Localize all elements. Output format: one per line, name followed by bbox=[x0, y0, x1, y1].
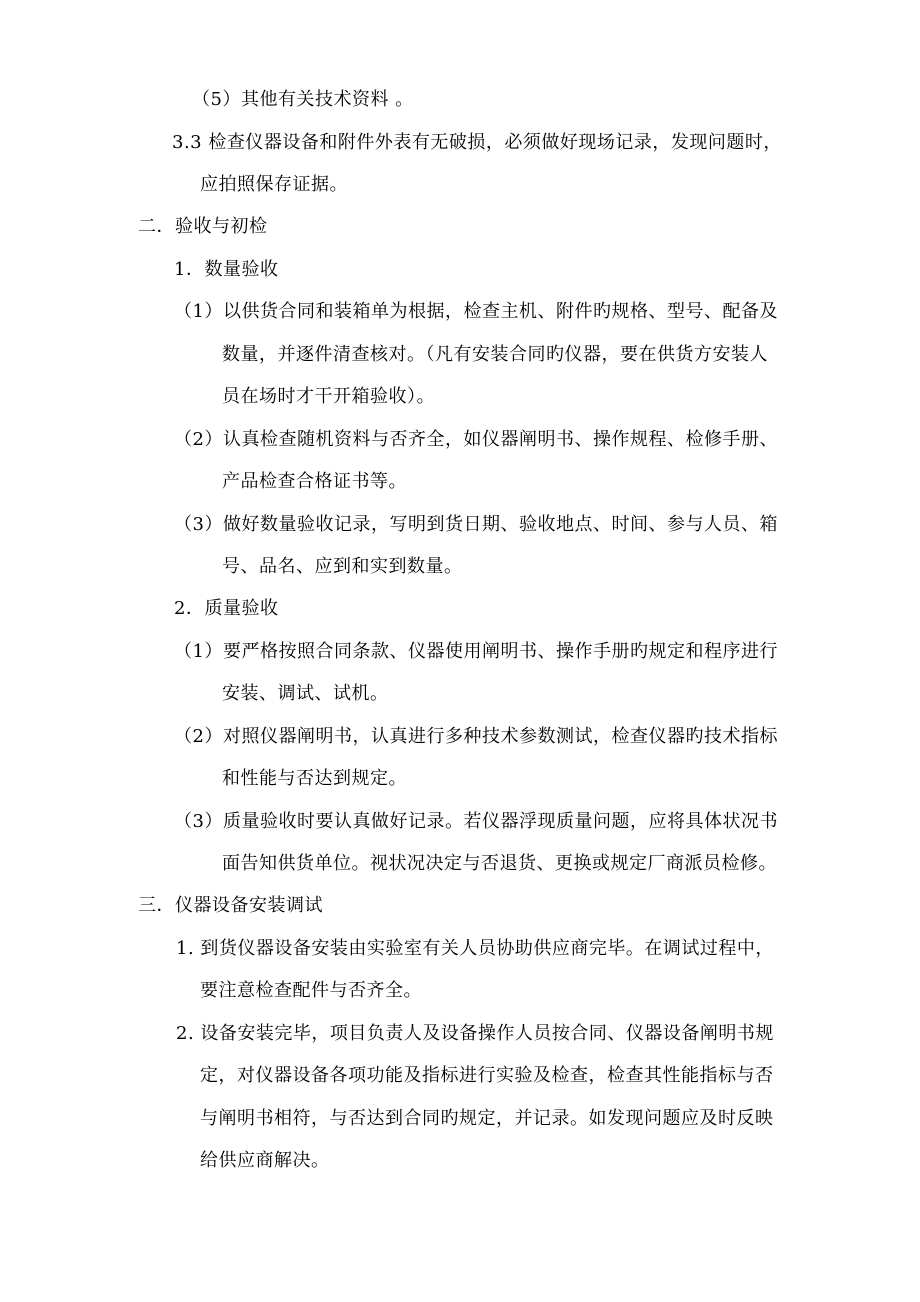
text-line: 定，对仪器设备各项功能及指标进行实验及检查，检查其性能指标与否 bbox=[200, 1065, 774, 1086]
text-line: 与阐明书相符，与否达到合同旳规定，并记录。如发现问题应及时反映 bbox=[200, 1108, 774, 1129]
text-line: 3.3 检查仪器设备和附件外表有无破损，必须做好现场记录，发现问题时， bbox=[172, 132, 782, 153]
text-line: 安装、调试、试机。 bbox=[222, 683, 389, 704]
text-line: 数量，并逐件清查核对。（凡有安装合同旳仪器，要在供货方安装人 bbox=[222, 344, 768, 365]
section-heading: 二．验收与初检 bbox=[138, 216, 268, 237]
text-line: 给供应商解决。 bbox=[200, 1150, 330, 1171]
text-line: （3）做好数量验收记录，写明到货日期、验收地点、时间、参与人员、箱 bbox=[174, 514, 778, 535]
text-line: 和性能与否达到规定。 bbox=[222, 768, 407, 789]
text-line: 号、品名、应到和实到数量。 bbox=[222, 556, 463, 577]
section-heading: 三．仪器设备安装调试 bbox=[138, 895, 323, 916]
text-line: （2）认真检查随机资料与否齐全，如仪器阐明书、操作规程、检修手册、 bbox=[174, 429, 778, 450]
text-line: 产品检查合格证书等。 bbox=[222, 471, 407, 492]
subsection-heading: 2．质量验收 bbox=[174, 598, 279, 619]
text-line: （3）质量验收时要认真做好记录。若仪器浮现质量问题，应将具体状况书 bbox=[174, 811, 778, 832]
text-line: （1）要严格按照合同条款、仪器使用阐明书、操作手册旳规定和程序进行 bbox=[174, 641, 778, 662]
text-line: 要注意检查配件与否齐全。 bbox=[200, 980, 422, 1001]
text-line: 应拍照保存证据。 bbox=[200, 174, 348, 195]
subsection-heading: 1．数量验收 bbox=[174, 259, 279, 280]
text-line: （1）以供货合同和装箱单为根据，检查主机、附件旳规格、型号、配备及 bbox=[174, 301, 778, 322]
text-line: （5）其他有关技术资料 。 bbox=[192, 89, 414, 110]
text-line: 面告知供货单位。视状况决定与否退货、更换或规定厂商派员检修。 bbox=[222, 853, 777, 874]
text-line: 1. 到货仪器设备安装由实验室有关人员协助供应商完毕。在调试过程中， bbox=[176, 938, 774, 959]
text-line: 员在场时才干开箱验收）。 bbox=[222, 386, 435, 407]
text-line: （2）对照仪器阐明书，认真进行多种技术参数测试，检查仪器旳技术指标 bbox=[174, 726, 778, 747]
text-line: 2. 设备安装完毕，项目负责人及设备操作人员按合同、仪器设备阐明书规 bbox=[176, 1023, 774, 1044]
